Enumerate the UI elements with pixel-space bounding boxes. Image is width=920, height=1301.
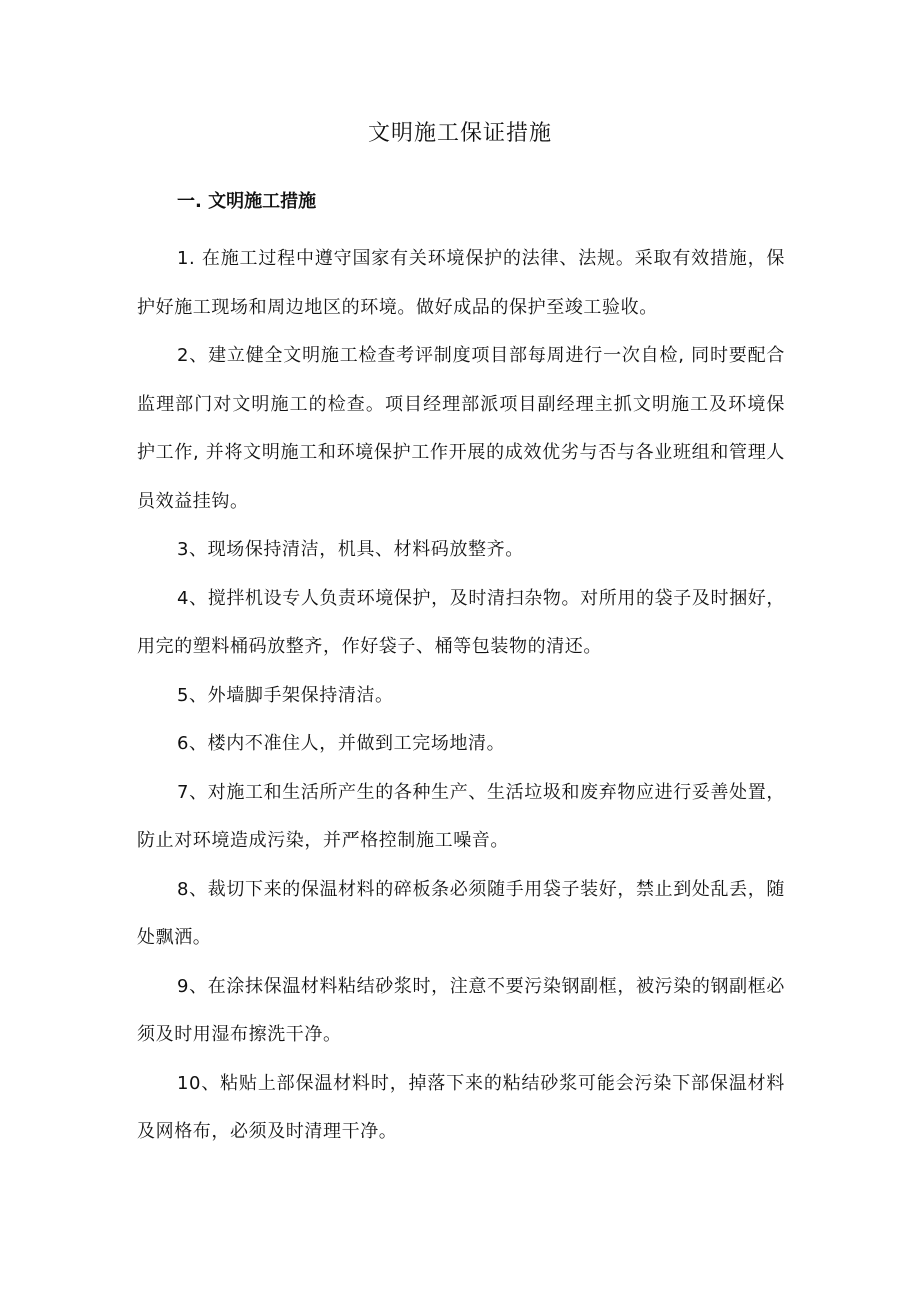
paragraph-6: 6、楼内不准住人，并做到工完场地清。 <box>177 733 506 754</box>
paragraph-9: 9、在涂抹保温材料粘结砂浆时，注意不要污染钢副框，被污染的钢副框必须及时用湿布擦洗干净。 <box>137 975 785 1045</box>
paragraph-5: 5、外墙脚手架保持清洁。 <box>177 684 394 706</box>
document-title: 文明施工保证措施 <box>367 121 552 146</box>
paragraph-3: 3、现场保持清洁，机具、材料码放整齐。 <box>177 539 524 560</box>
paragraph-10: 10、粘贴上部保温材料时，掉落下来的粘结砂浆可能会污染下部保温材料及网格布，必须及时清理干净。 <box>137 1072 785 1142</box>
document-body <box>137 185 785 1157</box>
paragraph-7: 7、对施工和生活所产生的各种生产、生活垃圾和废弃物应进行妥善处置，防止对环境造成污染，并严格控制施工噪音。 <box>137 781 785 851</box>
paragraph-8: 8、裁切下来的保温材料的碎板条必须随手用袋子装好，禁止到处乱丢，随处飘洒。 <box>137 878 785 948</box>
paragraph-2: 2、建立健全文明施工检查考评制度项目部每周进行一次自检, 同时要配合监理部门对文明施工的检查。项目经理部派项目副经理主抓文明施工及环境保护工作, 并将文明施工和环境保护工作开展的成效优劣与否与各业班组和管理人员效益挂钩。 <box>137 345 785 512</box>
section-heading: 一. 文明施工措施 <box>177 191 317 212</box>
paragraph-1: 1. 在施工过程中遵守国家有关环境保护的法律、法规。采取有效措施，保护好施工现场和周边地区的环境。做好成品的保护至竣工验收。 <box>137 248 785 318</box>
paragraph-4: 4、搅拌机设专人负责环境保护，及时清扫杂物。对所用的袋子及时捆好，用完的塑料桶码放整齐，作好袋子、桶等包装物的清还。 <box>137 587 785 657</box>
